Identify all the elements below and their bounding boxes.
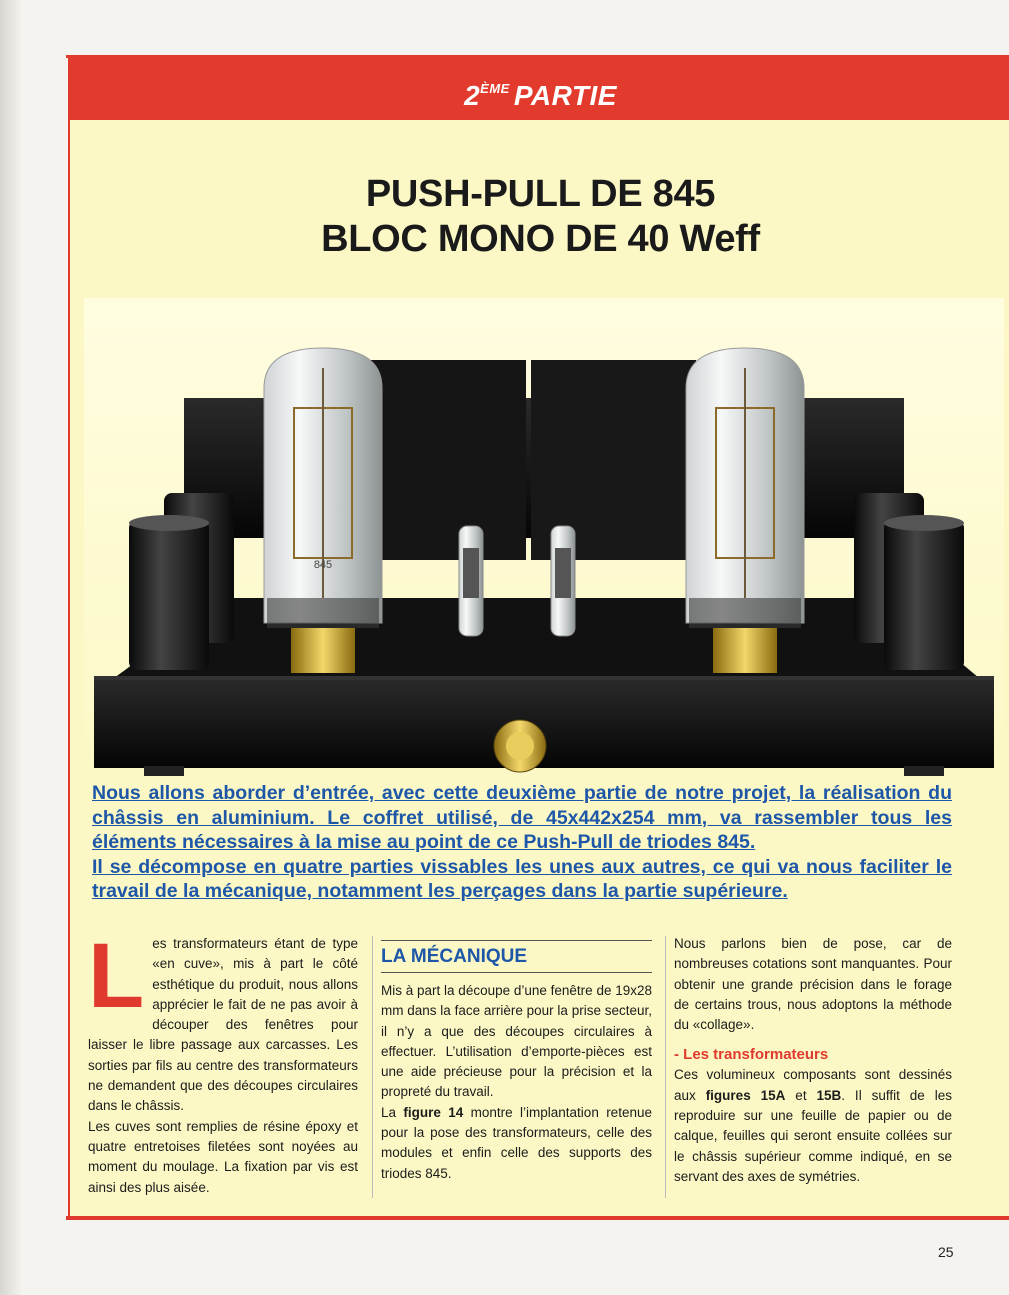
col3-paragraph-2 [674, 1065, 952, 1187]
figure-ref-14: figure 14 [403, 1104, 464, 1120]
col1-paragraph-2: Les cuves sont remplies de résine époxy et quatre entretoises filetées sont noyées au moment du moulage. La fixation par vis est ainsi des plus aisée. [88, 1118, 358, 1195]
capacitor-top-left [129, 515, 209, 531]
chassis-edge [94, 676, 994, 680]
amplifier-photo [84, 298, 1004, 793]
col3-p2-c: et [785, 1087, 817, 1103]
transformer-left [361, 360, 526, 560]
foot-left [144, 766, 184, 776]
driver-plate-right [555, 548, 571, 598]
tube-socket-left [291, 628, 355, 673]
col3-p2-a: Ces volumineux composants sont dessinés aux [674, 1067, 952, 1103]
subheading-transformateurs: - Les transformateurs [674, 1046, 829, 1064]
text-column-2 [381, 934, 652, 1184]
intro-paragraph-1: Nous allons aborder d’entrée, avec cette deuxième partie de notre projet, la réalisation du châssis en aluminium. Le coffret utilisé, de 45x442x254 mm, va rassembler tous les éléments nécessaires à la mise au point de ce Push-Pull de triodes 845. [92, 782, 952, 853]
chassis-top [114, 598, 979, 678]
section-heading-mecanique: LA MÉCANIQUE [381, 940, 652, 973]
tube-base-left [267, 598, 379, 628]
col2-paragraph-1: Mis à part la découpe d’une fenêtre de 19x28 mm dans la face arrière pour la prise secteur, il n’y a que des découpes circulaires à effectuer. L’utilisation d’emporte-pièces est une aide précieuse pour la précision et la propreté du travail. [381, 983, 652, 1100]
capacitor-top-right [884, 515, 964, 531]
col3-paragraph-1: Nous parlons bien de pose, car de nombreuses cotations sont manquantes. Pour obtenir une grande précision dans le forage de certains trous, nous adoptons la méthode du «collage». [674, 936, 952, 1033]
drop-cap: L [88, 925, 145, 1027]
capacitor-front-right [884, 520, 964, 670]
article-panel [68, 58, 1009, 1218]
tube-print-left: 845 [313, 559, 333, 571]
bottom-rule [66, 1216, 1009, 1220]
page-edge [0, 0, 22, 1295]
part-banner [70, 58, 1009, 120]
intro-block [92, 781, 952, 904]
column-divider-2 [665, 936, 666, 1198]
text-column-1 [88, 925, 358, 1198]
tube-socket-right [713, 628, 777, 673]
text-column-3 [674, 934, 952, 1187]
col2-paragraph-2 [381, 1103, 652, 1184]
amplifier-illustration [84, 298, 1004, 793]
foot-right [904, 766, 944, 776]
banner-word: PARTIE [513, 80, 617, 111]
col2-p2-start: La [381, 1104, 404, 1120]
tube-base-right [689, 598, 801, 628]
capacitor-front-left [129, 520, 209, 670]
article-title-line2: BLOC MONO DE 40 Weff [321, 218, 760, 260]
col3-p2-e: . Il suffit de les reproduire sur une feuille de papier ou de calque, feuilles qui seront ensuite collées sur le châssis supérieur comme indiqué, en se servant des axes de symétries. [674, 1087, 952, 1184]
intro-paragraph-2: Il se décompose en quatre parties vissables les unes aux autres, ce qui va nous faciliter le travail de la mécanique, notamment les perçages dans la partie supérieure. [92, 855, 952, 902]
col2-p2-end: montre l’implantation retenue pour la pose des transformateurs, celle des modules et enfin celle des supports des triodes 845. [381, 1104, 652, 1181]
banner-superscript: ÈME [480, 81, 510, 96]
knob-cap [506, 732, 534, 760]
banner-number: 2 [464, 80, 481, 111]
article-title-line1: PUSH-PULL DE 845 [365, 173, 716, 215]
driver-plate-left [463, 548, 479, 598]
col1-paragraph-1: es transformateurs étant de type «en cuve», mis à part le côté esthétique du produit, nous allons apprécier le fait de ne pas avoir à découper des fenêtres pour laisser le libre passage aux carcasses. Les sorties par fils au centre des transformateurs ne demandent que des découpes circulaires dans le châssis. [88, 936, 358, 1114]
figure-ref-15a: figures 15A [705, 1087, 786, 1103]
page-number: 25 [938, 1244, 954, 1260]
column-divider-1 [372, 936, 373, 1198]
figure-ref-15b: 15B [816, 1087, 842, 1103]
